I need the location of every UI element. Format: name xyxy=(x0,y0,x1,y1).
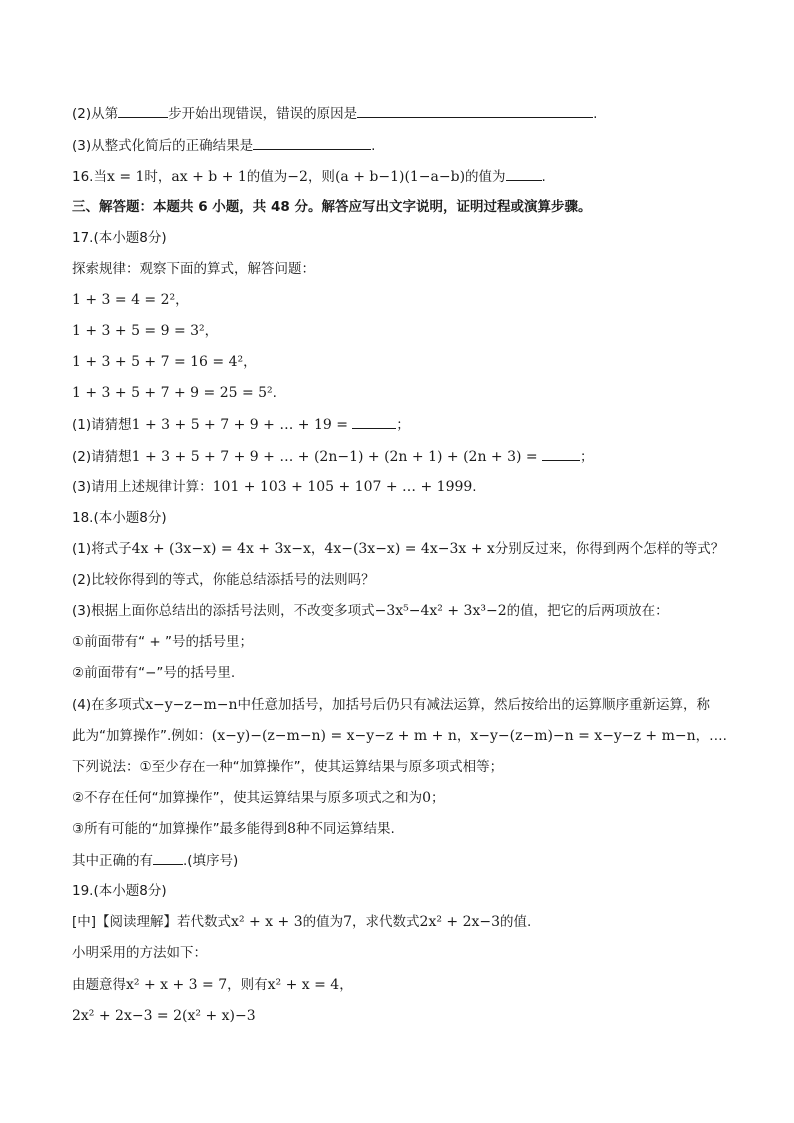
text-run: 的值，把它的后两项放在： xyxy=(506,603,669,619)
text-run: 的值为 xyxy=(465,169,506,185)
text-run: 分别反过来，你得到两个怎样的等式？ xyxy=(494,541,725,557)
math-expression: 1 + 3 + 5 + 7 + 9 = 25 = 5² xyxy=(72,385,273,401)
doc-line-l26 xyxy=(72,881,732,901)
doc-line-l13 xyxy=(72,477,732,497)
doc-line-l14 xyxy=(72,508,732,528)
doc-line-l16 xyxy=(72,570,732,590)
math-expression: 1 + 3 + 5 + 7 + 9 + … + (2n−1) + (2n + 1) + (2n + 3) = xyxy=(131,449,538,465)
math-expression: x = 1 xyxy=(106,169,145,185)
text-run: 16.当 xyxy=(72,169,107,185)
text-run: . xyxy=(472,479,477,495)
math-expression: x−y−(z−m)−n = x−y−z + m−n xyxy=(470,728,696,744)
math-expression: 1 + 3 = 4 = 2² xyxy=(72,292,176,308)
text-run: (2)请猜想 xyxy=(72,449,132,465)
doc-line-l25 xyxy=(72,850,732,871)
text-run: . xyxy=(371,138,376,154)
answer-blank xyxy=(253,135,371,150)
text-run: 18.(本小题8分) xyxy=(72,510,167,526)
text-run: 的值为 xyxy=(246,169,288,185)
doc-line-l23 xyxy=(72,788,732,808)
doc-line-l5 xyxy=(72,228,732,248)
text-run: 的值为 xyxy=(302,914,344,930)
text-run: ； xyxy=(431,790,445,806)
answer-blank xyxy=(357,103,593,118)
text-run: 探索规律：观察下面的算式，解答问题： xyxy=(72,261,315,277)
answer-blank xyxy=(118,103,168,118)
text-run: (1)将式子 xyxy=(72,541,132,557)
text-run: ； xyxy=(579,449,594,465)
doc-line-l8 xyxy=(72,321,732,341)
doc-line-l2 xyxy=(72,135,732,156)
math-expression: 2x² + 2x−3 = 2(x² + x)−3 xyxy=(72,1008,256,1024)
doc-line-l27 xyxy=(72,912,732,932)
text-run: . xyxy=(272,385,277,401)
text-run: . xyxy=(593,106,598,122)
doc-line-l7 xyxy=(72,290,732,310)
math-expression: 1 + 3 + 5 = 9 = 3² xyxy=(72,323,205,339)
text-run: ， xyxy=(175,292,189,308)
text-run: 此为“加算操作”.例如： xyxy=(72,728,212,744)
text-run: ，求代数式 xyxy=(352,914,420,930)
text-run: 的值. xyxy=(500,914,532,930)
text-run: 时， xyxy=(144,169,172,185)
doc-line-l28 xyxy=(72,943,732,963)
text-run: ， xyxy=(456,728,471,744)
math-expression: x² + x + 3 = 7 xyxy=(126,977,228,993)
text-run: ， xyxy=(339,977,353,993)
math-expression: 2x² + 2x−3 xyxy=(419,914,501,930)
math-expression: 4x−(3x−x) = 4x−3x + x xyxy=(324,541,495,557)
text-run: ， xyxy=(243,354,257,370)
doc-line-l19 xyxy=(72,663,732,683)
text-run: ，…. xyxy=(695,728,727,744)
text-run: ，则有 xyxy=(227,977,268,993)
text-run: 种不同运算结果. xyxy=(296,821,395,837)
text-run: 中任意加括号，加括号后仍只有减法运算，然后按给出的运算顺序重新运算，称 xyxy=(237,697,711,713)
text-run: 小明采用的方法如下： xyxy=(72,945,207,961)
math-expression: x−y−z−m−n xyxy=(145,697,238,713)
text-run: 三、解答题：本题共 6 小题，共 48 分。解答应写出文字说明，证明过程或演算步骤。 xyxy=(72,199,592,215)
doc-line-l11 xyxy=(72,414,732,435)
text-run: 步开始出现错误，错误的原因是 xyxy=(168,106,358,122)
doc-line-l21 xyxy=(72,726,732,746)
math-expression: 8 xyxy=(287,821,297,837)
text-run: 其中正确的有 xyxy=(72,853,153,869)
text-run: ②前面带有“−”号的括号里. xyxy=(72,665,236,681)
text-run: (3)请用上述规律计算： xyxy=(72,479,213,495)
doc-line-l12 xyxy=(72,446,732,467)
text-run: (3)从整式化简后的正确结果是 xyxy=(72,138,254,154)
doc-line-l15 xyxy=(72,539,732,559)
doc-line-l9 xyxy=(72,352,732,372)
text-run: ， xyxy=(310,541,325,557)
text-run: ③所有可能的“加算操作”最多能得到 xyxy=(72,821,288,837)
math-expression: (a + b−1)(1−a−b) xyxy=(334,169,466,185)
text-run: (3)根据上面你总结出的添括号法则，不改变多项式 xyxy=(72,603,375,619)
text-run: (1)请猜想 xyxy=(72,417,132,433)
doc-line-l24 xyxy=(72,819,732,839)
doc-line-l18 xyxy=(72,632,732,652)
math-expression: (x−y)−(z−m−n) = x−y−z + m + n xyxy=(211,728,457,744)
text-run: . xyxy=(541,169,546,185)
doc-line-l10 xyxy=(72,383,732,403)
text-run: 19.(本小题8分) xyxy=(72,883,167,899)
math-expression: −3x⁵−4x² + 3x³−2 xyxy=(374,603,507,619)
doc-line-l22 xyxy=(72,757,732,777)
text-run: [中]【阅读理解】若代数式 xyxy=(72,914,232,930)
doc-line-l30 xyxy=(72,1006,732,1026)
math-expression: x² + x + 3 xyxy=(231,914,303,930)
answer-blank xyxy=(352,414,396,429)
math-expression: −2 xyxy=(287,169,308,185)
text-run: (2)从第 xyxy=(72,106,119,122)
doc-line-l3 xyxy=(72,166,732,187)
math-expression: 1 + 3 + 5 + 7 = 16 = 4² xyxy=(72,354,244,370)
text-run: ， xyxy=(204,323,219,339)
text-run: 17.(本小题8分) xyxy=(72,230,167,246)
text-run: ； xyxy=(396,417,410,433)
math-expression: 7 xyxy=(343,914,353,930)
math-expression: 0 xyxy=(422,790,432,806)
doc-line-l4 xyxy=(72,197,732,217)
doc-line-l1 xyxy=(72,103,732,124)
doc-line-l20 xyxy=(72,695,732,715)
text-run: ，则 xyxy=(307,169,335,185)
doc-line-l6 xyxy=(72,259,732,279)
text-run: (4)在多项式 xyxy=(72,697,146,713)
math-expression: 1 + 3 + 5 + 7 + 9 + … + 19 = xyxy=(131,417,348,433)
text-run: .(填序号) xyxy=(183,853,239,869)
math-expression: x² + x = 4 xyxy=(267,977,340,993)
doc-line-l29 xyxy=(72,975,732,995)
math-expression: 101 + 103 + 105 + 107 + … + 1999 xyxy=(212,479,473,495)
answer-blank xyxy=(153,850,183,865)
answer-blank xyxy=(542,446,580,461)
answer-blank xyxy=(506,166,542,181)
text-run: (2)比较你得到的等式，你能总结添括号的法则吗？ xyxy=(72,572,375,588)
text-run: 由题意得 xyxy=(72,977,126,993)
math-expression: ax + b + 1 xyxy=(171,169,247,185)
doc-line-l17 xyxy=(72,601,732,621)
math-expression: 4x + (3x−x) = 4x + 3x−x xyxy=(131,541,311,557)
text-run: ②不存在任何“加算操作”，使其运算结果与原多项式之和为 xyxy=(72,790,423,806)
text-run: 下列说法：①至少存在一种“加算操作”，使其运算结果与原多项式相等； xyxy=(72,759,504,775)
text-run: ①前面带有“ + ”号的括号里； xyxy=(72,634,253,650)
